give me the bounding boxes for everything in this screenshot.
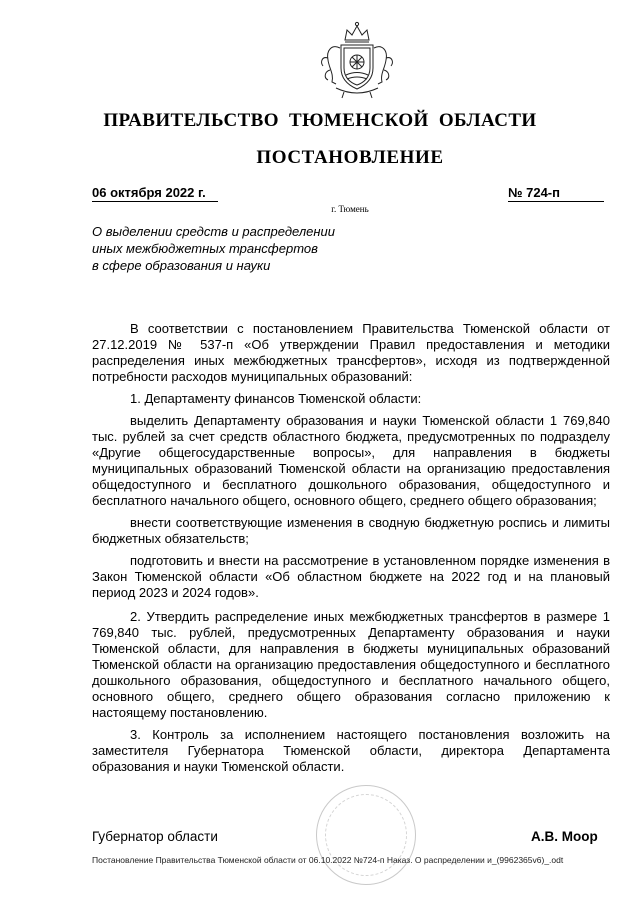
government-title: ПРАВИТЕЛЬСТВО ТЮМЕНСКОЙ ОБЛАСТИ bbox=[103, 110, 537, 131]
body-paragraph: 1. Департаменту финансов Тюменской области: bbox=[130, 391, 422, 406]
signature-name: А.В. Моор bbox=[531, 829, 598, 844]
document-type-title: ПОСТАНОВЛЕНИЕ bbox=[256, 147, 444, 168]
document-body bbox=[92, 321, 610, 781]
coat-of-arms-icon bbox=[314, 18, 400, 104]
document-footer: Постановление Правительства Тюменской области от 06.10.2022 №724-п Наказ. О распределении и_(9962365v6)_.odt bbox=[92, 855, 564, 865]
body-paragraph: подготовить и внести на рассмотрение в установленном порядке изменения в Закон Тюменской области «Об областном бюджете на 2022 год и на плановый период 2023 и 2024 годов». bbox=[92, 553, 610, 600]
body-paragraph: внести соответствующие изменения в сводную бюджетную роспись и лимиты бюджетных обязательств; bbox=[92, 515, 610, 546]
document-city: г. Тюмень bbox=[331, 204, 369, 214]
body-paragraph: 3. Контроль за исполнением настоящего постановления возложить на заместителя Губернатора Тюменской области, директора Департамента образования и науки Тюменской области. bbox=[92, 727, 610, 774]
signature-position: Губернатор области bbox=[92, 829, 218, 844]
document-subject bbox=[92, 223, 392, 274]
body-paragraph: 2. Утвердить распределение иных межбюджетных трансфертов в размере 1 769,840 тыс. рублей, предусмотренных Департаменту образования и науки Тюменской области, для направления в бюджеты муниципальных образований Тюменской области на организацию предоставления общедоступного и бесплатного дошкольного образования, общедоступного и бесплатного начального общего, основного общего, среднего общего образования согласно приложению к настоящему постановлению. bbox=[92, 609, 610, 720]
document-number: № 724-п bbox=[508, 185, 604, 202]
body-paragraph: В соответствии с постановлением Правительства Тюменской области от 27.12.2019 № 537-п «Об утверждении Правил предоставления и методики распределения иных межбюджетных трансфертов», исходя из подтвержденной потребности расходов муниципальных образований: bbox=[92, 321, 610, 384]
subject-line: О выделении средств и распределении bbox=[92, 224, 336, 239]
document-date: 06 октября 2022 г. bbox=[92, 185, 218, 202]
subject-line: иных межбюджетных трансфертов bbox=[92, 241, 318, 256]
subject-line: в сфере образования и науки bbox=[92, 258, 271, 273]
body-paragraph: выделить Департаменту образования и науки Тюменской области 1 769,840 тыс. рублей за счет средств областного бюджета, предусмотренных по подразделу «Другие общегосударственные вопросы», для направления в бюджеты муниципальных образований Тюменской области на организацию предоставления общедоступного и бесплатного дошкольного образования, общедоступного и бесплатного начального общего, основного общего, среднего общего образования; bbox=[92, 413, 610, 508]
official-seal-stamp bbox=[316, 785, 416, 885]
